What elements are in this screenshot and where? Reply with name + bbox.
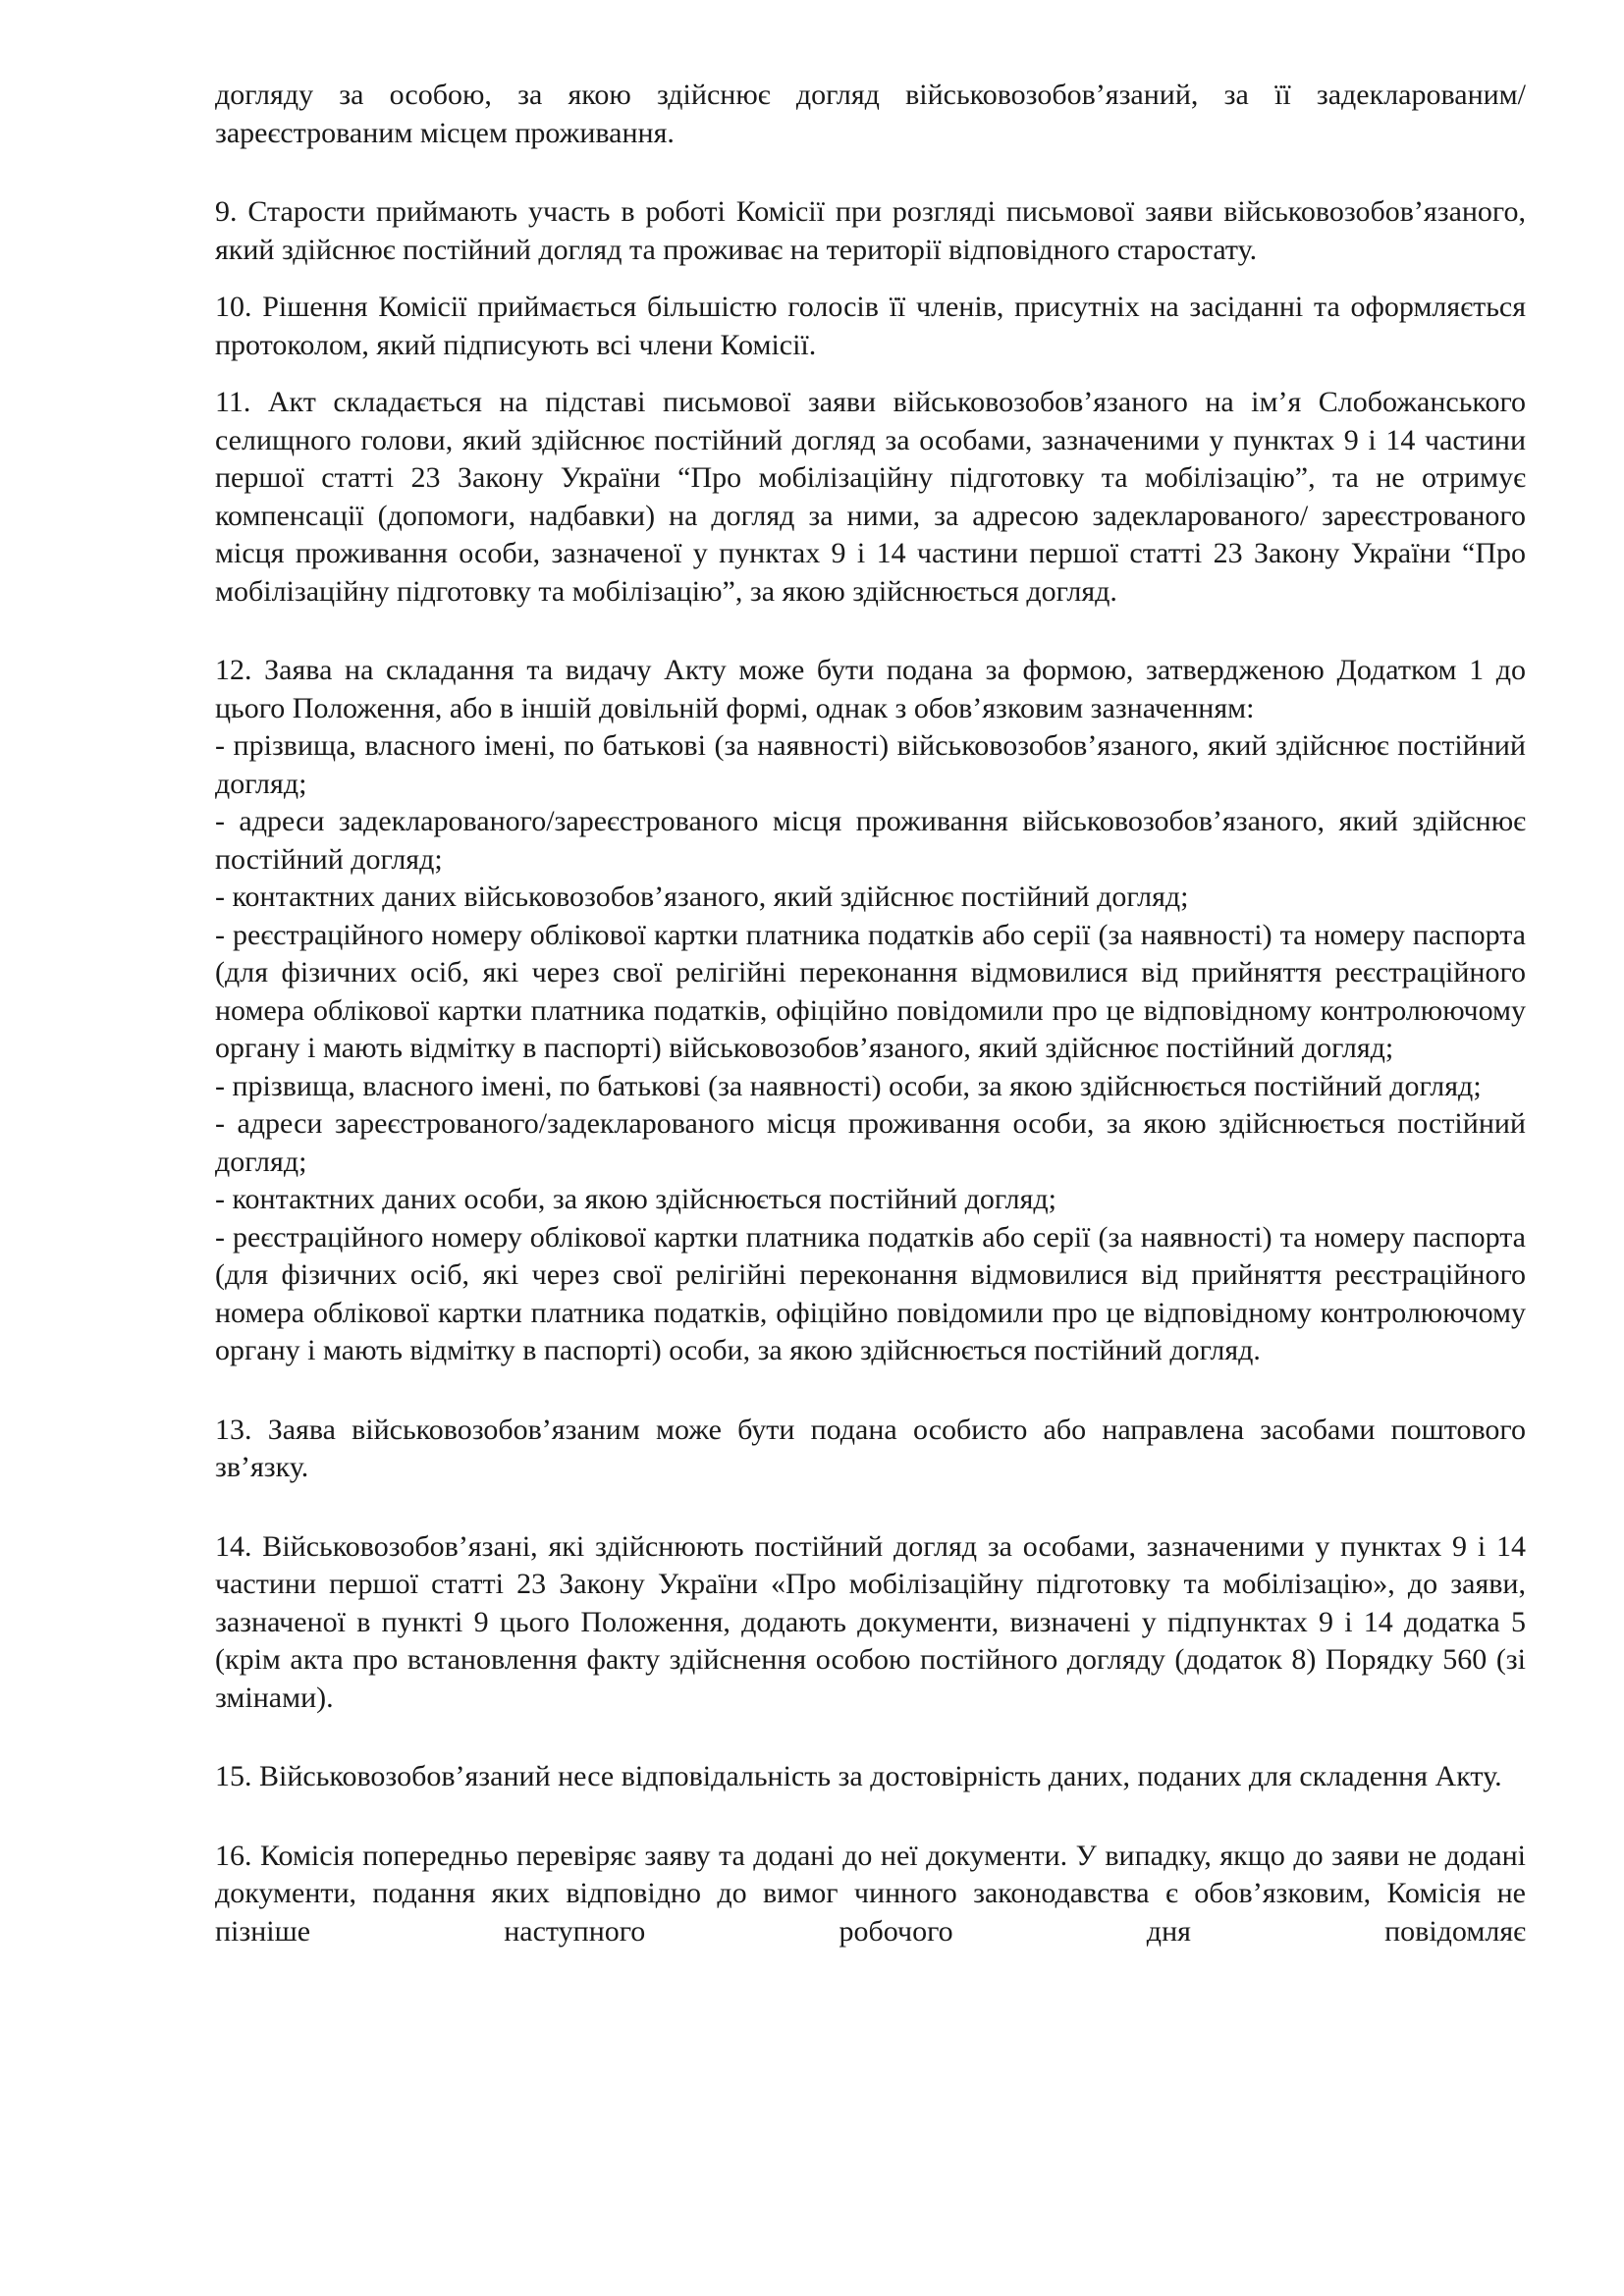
spacer	[215, 364, 1526, 384]
spacer	[215, 152, 1526, 193]
list-item: - контактних даних військовозобов’язаного, який здійснює постійний догляд;	[215, 881, 1189, 913]
list-item: - реєстраційного номеру облікової картки платника податків або серії (за наявності) та номеру паспорта (для фізичних осіб, які через свої релігійні переконання відмовилися від прийняття реєстраційного номера облікової картки платника податків, офіційно повідомили про це відповідному контролюючому органу і мають відмітку в паспорті) військовозобов’язаного, який здійснює постійний догляд;	[215, 918, 1526, 1064]
paragraph-13: 13. Заява військовозобов’язаним може бути подана особисто або направлена засобами поштового зв’язку.	[215, 1413, 1526, 1483]
spacer	[215, 1370, 1526, 1412]
paragraph-11: 11. Акт складається на підставі письмової заяви військовозобов’язаного на ім’я Слобожанського селищного голови, який здійснює постійний догляд за особами, зазначеними у пунктах 9 і 14 частини першої статті 23 Закону України “Про мобілізаційну підготовку та мобілізацію”, та не отримує компенсації (допомоги, надбавки) на догляд за ними, за адресою задекларованого/ зареєстрованого місця проживання особи, зазначеної у пунктах 9 і 14 частини першої статті 23 Закону України “Про мобілізаційну підготовку та мобілізацію”, за якою здійснюється догляд.	[215, 386, 1526, 608]
list-item: - адреси задекларованого/зареєстрованого місця проживання військовозобов’язаного, який здійснює постійний догляд;	[215, 805, 1526, 876]
list-item: - прізвища, власного імені, по батькові (за наявності) військовозобов’язаного, який здійснює постійний догляд;	[215, 729, 1526, 800]
list-item: - адреси зареєстрованого/задекларованого місця проживання особи, за якою здійснюється постійний догляд;	[215, 1107, 1526, 1178]
paragraph-8-continuation: догляду за особою, за якою здійснює догляд військовозобов’язаний, за її задекларованим/зареєстрованим місцем проживання.	[215, 79, 1526, 149]
paragraph-15: 15. Військовозобов’язаний несе відповідальність за достовірність даних, поданих для складення Акту.	[215, 1760, 1502, 1792]
spacer	[215, 1796, 1526, 1838]
list-item: - контактних даних особи, за якою здійснюється постійний догляд;	[215, 1183, 1057, 1215]
paragraph-9: 9. Старости приймають участь в роботі Комісії при розгляді письмової заяви військовозобов’язаного, який здійснює постійний догляд та проживає на території відповідного старостату.	[215, 195, 1526, 266]
paragraph-16: 16. Комісія попередньо перевіряє заяву та додані до неї документи. У випадку, якщо до заяви не додані документи, подання яких відповідно до вимог чинного законодавства є обов’язковим, Комісія не пізніше наступного робочого дня повідомляє	[215, 1839, 1526, 1948]
list-item: - реєстраційного номеру облікової картки платника податків або серії (за наявності) та номеру паспорта (для фізичних осіб, які через свої релігійні переконання відмовилися від прийняття реєстраційного номера облікової картки платника податків, офіційно повідомили про це відповідному контролюючому органу і мають відмітку в паспорті) особи, за якою здійснюється постійний догляд.	[215, 1220, 1526, 1366]
spacer	[215, 1717, 1526, 1758]
paragraph-10: 10. Рішення Комісії приймається більшістю голосів її членів, присутніх на засіданні та оформляється протоколом, який підписують всі члени Комісії.	[215, 291, 1526, 361]
spacer	[215, 611, 1526, 652]
spacer	[215, 1487, 1526, 1528]
list-item: - прізвища, власного імені, по батькові (за наявності) особи, за якою здійснюється постійний догляд;	[215, 1069, 1482, 1102]
paragraph-12-intro: 12. Заява на складання та видачу Акту може бути подана за формою, затвердженою Додатком 1 до цього Положення, або в іншій довільній формі, однак з обов’язковим зазначенням:	[215, 654, 1526, 724]
paragraph-12	[215, 652, 1526, 1370]
paragraph-14: 14. Військовозобов’язані, які здійснюють постійний догляд за особами, зазначеними у пунктах 9 і 14 частини першої статті 23 Закону України «Про мобілізаційну підготовку та мобілізацію», до заяви, зазначеної в пункті 9 цього Положення, додають документи, визначені у підпунктах 9 і 14 додатка 5 (крім акта про встановлення факту здійснення особою постійного догляду (додаток 8) Порядку 560 (зі змінами).	[215, 1529, 1526, 1714]
spacer	[215, 269, 1526, 289]
document-page	[215, 77, 1526, 1950]
